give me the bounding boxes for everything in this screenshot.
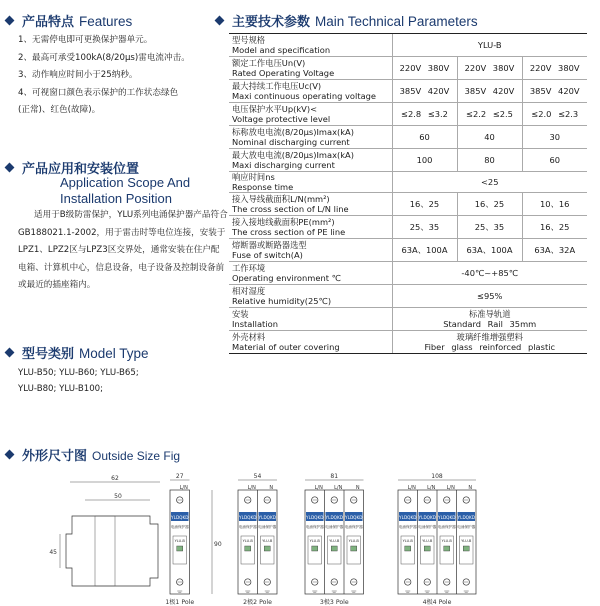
module-model: YLU-B bbox=[174, 539, 185, 543]
param-label-zh: 最大持续工作电压Uc(V) bbox=[232, 81, 322, 91]
dimension-label: 54 bbox=[253, 473, 262, 480]
status-window-icon bbox=[245, 546, 251, 551]
module-model: YLU-B bbox=[441, 539, 452, 543]
module-name: 电涌保护器 bbox=[238, 525, 257, 529]
dimension-drawing bbox=[0, 468, 600, 606]
param-label-zh: 工作环境 bbox=[232, 263, 266, 273]
module-model: YLU-B bbox=[461, 539, 472, 543]
module-name: 电涌保护器 bbox=[418, 525, 437, 529]
param-value: 63A、100A bbox=[392, 239, 457, 262]
table-row bbox=[229, 331, 587, 354]
param-label-zh: 安装 bbox=[232, 309, 249, 319]
param-label-zh: 外壳材料 bbox=[232, 332, 266, 342]
outside-heading bbox=[6, 445, 180, 464]
status-window-icon bbox=[264, 546, 270, 551]
module-name: 电涌保护器 bbox=[325, 525, 344, 529]
table-row bbox=[229, 126, 587, 149]
param-value: 60 bbox=[392, 126, 457, 149]
application-title-en: Application Scope And Installation Position bbox=[60, 175, 191, 206]
status-window-icon bbox=[331, 546, 337, 551]
diamond-bullet-icon bbox=[5, 163, 15, 173]
pole-label: 3极3 Pole bbox=[319, 599, 349, 606]
dimension-label: 62 bbox=[111, 475, 119, 482]
tech-title-en: Main Technical Parameters bbox=[315, 14, 478, 29]
module-name: 电涌保护器 bbox=[305, 525, 324, 529]
model-title-en: Model Type bbox=[79, 346, 149, 361]
model-list: YLU-B50; YLU-B60; YLU-B65; YLU-B80; YLU-B100; bbox=[18, 368, 139, 394]
param-label-zh: 熔断器或断路器选型 bbox=[232, 240, 307, 250]
param-label-zh: 电压保护水平Up(kV)< bbox=[232, 104, 318, 114]
terminal-label: L/N bbox=[179, 485, 188, 491]
param-label-en: Fuse of switch(A) bbox=[232, 250, 303, 260]
param-label-zh: 标称放电电流(8/20μs)Imax(kA) bbox=[232, 127, 354, 137]
param-label bbox=[229, 103, 392, 126]
module-name: 电涌保护器 bbox=[398, 525, 417, 529]
ground-icon bbox=[312, 591, 317, 592]
ground-icon bbox=[464, 591, 469, 592]
terminal-label: N bbox=[355, 485, 360, 491]
param-value: 220V 380V bbox=[392, 57, 457, 80]
param-label-en: The cross section of L/N line bbox=[232, 204, 349, 214]
param-value: 10、16 bbox=[522, 193, 587, 216]
param-value: 100 bbox=[392, 149, 457, 172]
module-model: YLU-B bbox=[242, 539, 253, 543]
param-label-en: Installation bbox=[232, 319, 278, 329]
table-row bbox=[229, 285, 587, 308]
module-brand: YLDQKD bbox=[418, 515, 436, 520]
terminal-label: L/N bbox=[334, 485, 343, 491]
param-value: YLU-B bbox=[392, 34, 587, 57]
param-value: 25、35 bbox=[457, 216, 522, 239]
param-label bbox=[229, 80, 392, 103]
diamond-bullet-icon bbox=[5, 348, 15, 358]
param-label-zh: 型号规格 bbox=[232, 35, 266, 45]
list-item: (正常)、红色(故障)。 bbox=[18, 105, 101, 115]
param-value: 220V 380V bbox=[522, 57, 587, 80]
param-label bbox=[229, 34, 392, 57]
terminal-label: N bbox=[269, 485, 274, 491]
module-model: YLU-B bbox=[422, 539, 433, 543]
table-row bbox=[229, 149, 587, 172]
terminal-label: L/N bbox=[314, 485, 323, 491]
spec-table bbox=[229, 33, 587, 354]
param-label-zh: 接入导线截面积L/N(mm²) bbox=[232, 194, 330, 204]
dimension-label: 45 bbox=[49, 549, 57, 556]
param-value: ≤2.0 ≤2.3 bbox=[522, 103, 587, 126]
param-value: 16、25 bbox=[457, 193, 522, 216]
side-view-body bbox=[66, 516, 158, 586]
param-value: 385V 420V bbox=[522, 80, 587, 103]
param-value: 80 bbox=[457, 149, 522, 172]
status-window-icon bbox=[351, 546, 357, 551]
table-row bbox=[229, 172, 587, 193]
outside-title-zh: 外形尺寸图 bbox=[22, 449, 88, 464]
param-label bbox=[229, 172, 392, 193]
param-value: <25 bbox=[392, 172, 587, 193]
param-label-en: The cross section of PE line bbox=[232, 227, 346, 237]
outside-size-drawing bbox=[0, 468, 600, 606]
terminal-label: N bbox=[468, 485, 473, 491]
features-title-zh: 产品特点 bbox=[22, 15, 75, 30]
module-name: 电涌保护器 bbox=[437, 525, 456, 529]
module-model: YLU-B bbox=[329, 539, 340, 543]
pole-label: 2极2 Pole bbox=[243, 599, 272, 606]
param-value: ≤2.8 ≤3.2 bbox=[392, 103, 457, 126]
list-item: 3、动作响应时间小于25纳秒。 bbox=[18, 70, 138, 80]
table-row bbox=[229, 239, 587, 262]
param-value: 60 bbox=[522, 149, 587, 172]
param-label-en: Operating environment ℃ bbox=[232, 273, 341, 283]
table-row bbox=[229, 57, 587, 80]
param-label-en: Model and specification bbox=[232, 45, 331, 55]
param-label bbox=[229, 126, 392, 149]
param-label-en: Voltage protective level bbox=[232, 114, 331, 124]
module-name: 电涌保护器 bbox=[344, 525, 363, 529]
param-value: 25、35 bbox=[392, 216, 457, 239]
dimension-label: 27 bbox=[175, 473, 184, 480]
terminal-label: L/N bbox=[247, 485, 256, 491]
module-brand: YLDQKD bbox=[239, 515, 257, 520]
param-label-en: Maxi continuous operating voltage bbox=[232, 91, 377, 101]
module-brand: YLDQKD bbox=[258, 515, 276, 520]
tech-title-zh: 主要技术参数 bbox=[232, 15, 311, 30]
terminal-label: L/N bbox=[446, 485, 455, 491]
features-title-en: Features bbox=[79, 14, 133, 29]
status-window-icon bbox=[444, 546, 450, 551]
module-brand: YLDQKD bbox=[325, 515, 343, 520]
ground-icon bbox=[425, 591, 430, 592]
ground-icon bbox=[444, 591, 449, 592]
list-item: 1、无需停电即可更换保护器单元。 bbox=[18, 35, 153, 45]
param-value: 63A、32A bbox=[522, 239, 587, 262]
dimension-label: 81 bbox=[330, 473, 339, 480]
status-window-icon bbox=[463, 546, 469, 551]
dimension-label: 108 bbox=[431, 473, 443, 480]
status-window-icon bbox=[405, 546, 411, 551]
param-label-zh: 最大放电电流(8/20μs)Imax(kA) bbox=[232, 150, 354, 160]
module-model: YLU-B bbox=[402, 539, 413, 543]
table-row bbox=[229, 103, 587, 126]
table-row bbox=[229, 34, 587, 57]
ground-icon bbox=[351, 591, 356, 592]
module-name: 电涌保护器 bbox=[258, 525, 277, 529]
module-brand: YLDQKD bbox=[306, 515, 324, 520]
diamond-bullet-icon bbox=[5, 450, 15, 460]
param-value: 40 bbox=[457, 126, 522, 149]
module-model: YLU-B bbox=[309, 539, 320, 543]
features-list bbox=[18, 32, 223, 120]
param-label-en: Material of outer covering bbox=[232, 342, 340, 352]
table-row bbox=[229, 193, 587, 216]
param-label-en: Response time bbox=[232, 182, 294, 192]
param-value: -40℃~+85℃ bbox=[392, 262, 587, 285]
status-window-icon bbox=[424, 546, 430, 551]
param-label-en: Nominal discharging current bbox=[232, 137, 350, 147]
ground-icon bbox=[177, 591, 182, 592]
param-label-en: Rated Operating Voltage bbox=[232, 68, 335, 78]
param-label-zh: 接入接地线截面积PE(mm²) bbox=[232, 217, 335, 227]
param-value: 63A、100A bbox=[457, 239, 522, 262]
module-brand: YLDQKD bbox=[457, 515, 475, 520]
table-row bbox=[229, 216, 587, 239]
list-item: 4、可视窗口颜色表示保护的工作状态绿色 bbox=[18, 87, 179, 98]
param-value: ≤2.2 ≤2.5 bbox=[457, 103, 522, 126]
table-row bbox=[229, 262, 587, 285]
param-label-zh: 相对湿度 bbox=[232, 286, 266, 296]
param-value: 16、25 bbox=[522, 216, 587, 239]
features-heading bbox=[6, 11, 132, 30]
param-label bbox=[229, 285, 392, 308]
terminal-label: L/N bbox=[427, 485, 436, 491]
pole-label: 4极4 Pole bbox=[422, 599, 452, 606]
param-value: 16、25 bbox=[392, 193, 457, 216]
param-label bbox=[229, 308, 392, 331]
param-label bbox=[229, 193, 392, 216]
model-title-zh: 型号类别 bbox=[22, 347, 75, 362]
param-label-en: Relative humidity(25℃) bbox=[232, 296, 332, 306]
side-view-rail bbox=[95, 516, 115, 586]
param-label bbox=[229, 216, 392, 239]
param-value: 30 bbox=[522, 126, 587, 149]
diamond-bullet-icon bbox=[5, 16, 15, 26]
param-value: 385V 420V bbox=[457, 80, 522, 103]
param-label bbox=[229, 331, 392, 354]
model-heading bbox=[6, 343, 149, 362]
param-label-zh: 响应时间ns bbox=[232, 172, 275, 182]
param-value: 385V 420V bbox=[392, 80, 457, 103]
param-label bbox=[229, 149, 392, 172]
param-label-zh: 额定工作电压Un(V) bbox=[232, 58, 306, 68]
application-text: 适用于B级防雷保护，YLU系列电涌保护器产品符合 GB188021.1-2002，用于雷击时等电位连接，安装于LPZ1、LPZ2区与LPZ3区交界处，通常安装在住户配电箱、计算机中心，信息设备，电子设备及控制设备前或最近的插座箱内。 bbox=[18, 210, 228, 290]
module-brand: YLDQKD bbox=[399, 515, 417, 520]
param-value: 玻璃纤维增强塑料 Fiber glass reinforced plastic bbox=[392, 331, 587, 354]
module-model: YLU-B bbox=[348, 539, 359, 543]
param-label bbox=[229, 239, 392, 262]
param-value: 220V 380V bbox=[457, 57, 522, 80]
module-brand: YLDQKD bbox=[438, 515, 456, 520]
module-brand: YLDQKD bbox=[171, 515, 189, 520]
module-model: YLU-B bbox=[262, 539, 273, 543]
param-label-en: Maxi discharging current bbox=[232, 160, 335, 170]
dimension-label: 90 bbox=[214, 541, 222, 548]
table-row bbox=[229, 308, 587, 331]
param-label bbox=[229, 57, 392, 80]
module-brand: YLDQKD bbox=[345, 515, 363, 520]
terminal-label: L/N bbox=[407, 485, 416, 491]
diamond-bullet-icon bbox=[215, 16, 225, 26]
param-value: ≤95% bbox=[392, 285, 587, 308]
pole-label: 1极1 Pole bbox=[165, 599, 195, 606]
module-name: 电涌保护器 bbox=[170, 525, 189, 529]
list-item: 2、最高可承受100kA(8/20μs)雷电流冲击。 bbox=[18, 52, 190, 63]
table-row bbox=[229, 80, 587, 103]
ground-icon bbox=[405, 591, 410, 592]
param-value: 标准导轨道 Standard Rail 35mm bbox=[392, 308, 587, 331]
outside-title-en: Outside Size Fig bbox=[92, 449, 181, 463]
ground-icon bbox=[332, 591, 337, 592]
status-window-icon bbox=[312, 546, 318, 551]
application-title-zh: 产品应用和安装位置 bbox=[22, 162, 140, 177]
ground-icon bbox=[265, 591, 270, 592]
module-name: 电涌保护器 bbox=[457, 525, 476, 529]
param-label bbox=[229, 262, 392, 285]
status-window-icon bbox=[177, 546, 183, 551]
tech-heading bbox=[216, 11, 478, 30]
ground-icon bbox=[245, 591, 250, 592]
dimension-label: 50 bbox=[114, 493, 122, 500]
